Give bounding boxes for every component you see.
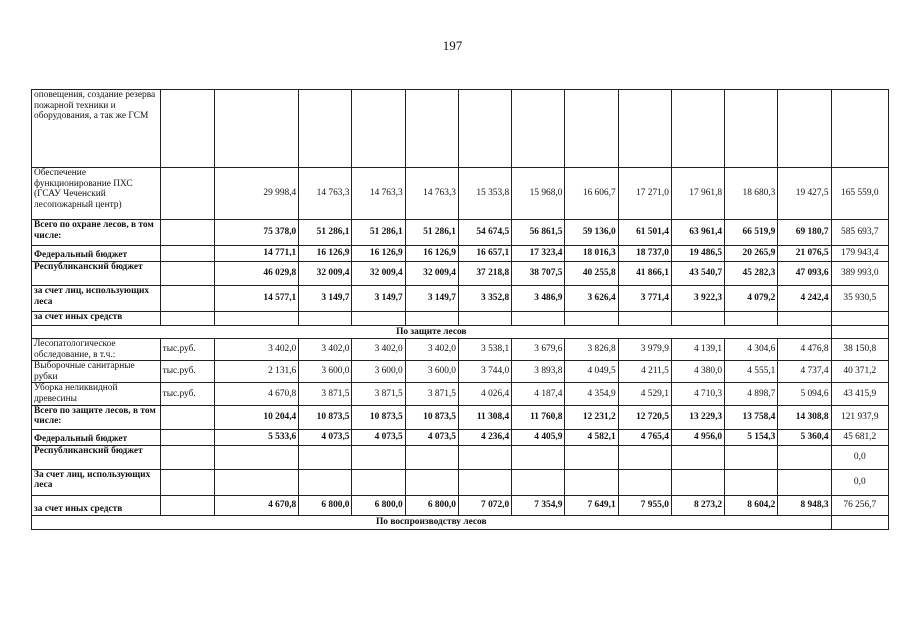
value-cell: 66 519,9: [725, 220, 778, 246]
value-cell: 3 538,1: [458, 339, 511, 361]
value-cell: 32 009,4: [405, 262, 458, 286]
total-cell: 389 993,0: [831, 262, 888, 286]
unit-cell: [160, 495, 214, 515]
value-cell: 14 763,3: [405, 168, 458, 220]
row-label: за счет иных средств: [32, 495, 161, 515]
total-cell: 121 937,9: [831, 405, 888, 429]
total-cell: 585 693,7: [831, 220, 888, 246]
row-label: Всего по охране лесов, в том числе:: [32, 220, 161, 246]
unit-cell: [160, 220, 214, 246]
total-cell: 165 559,0: [831, 168, 888, 220]
value-cell: [778, 312, 831, 326]
value-cell: 41 866,1: [618, 262, 671, 286]
unit-cell: [160, 262, 214, 286]
row-label: Всего по защите лесов, в том числе:: [32, 405, 161, 429]
value-cell: [299, 445, 352, 469]
value-cell: 4 405,9: [512, 429, 565, 445]
value-cell: 8 604,2: [725, 495, 778, 515]
section-header-row: [32, 515, 889, 529]
value-cell: 14 763,3: [299, 168, 352, 220]
value-cell: [352, 469, 405, 495]
value-cell: [618, 90, 671, 168]
value-cell: 14 763,3: [352, 168, 405, 220]
value-cell: 4 049,5: [565, 361, 618, 383]
value-cell: [725, 445, 778, 469]
value-cell: 7 955,0: [618, 495, 671, 515]
budget-table: [31, 89, 889, 530]
value-cell: [671, 312, 724, 326]
value-cell: 10 873,5: [352, 405, 405, 429]
value-cell: 4 073,5: [405, 429, 458, 445]
value-cell: 5 094,6: [778, 383, 831, 405]
value-cell: 15 968,0: [512, 168, 565, 220]
value-cell: 16 126,9: [299, 246, 352, 262]
value-cell: 12 720,5: [618, 405, 671, 429]
row-label: Уборка неликвидной древесины: [32, 383, 161, 405]
value-cell: 3 871,5: [352, 383, 405, 405]
value-cell: 4 187,4: [512, 383, 565, 405]
value-cell: [405, 90, 458, 168]
value-cell: 5 360,4: [778, 429, 831, 445]
value-cell: 69 180,7: [778, 220, 831, 246]
value-cell: 14 308,8: [778, 405, 831, 429]
table-row: [32, 168, 889, 220]
value-cell: 16 126,9: [352, 246, 405, 262]
value-cell: 12 231,2: [565, 405, 618, 429]
value-cell: 37 218,8: [458, 262, 511, 286]
value-cell: 4 073,5: [352, 429, 405, 445]
unit-cell: тыс.руб.: [160, 339, 214, 361]
value-cell: 17 323,4: [512, 246, 565, 262]
value-cell: 4 139,1: [671, 339, 724, 361]
table-row: [32, 429, 889, 445]
value-cell: 17 961,8: [671, 168, 724, 220]
unit-cell: [160, 168, 214, 220]
table-row: [32, 246, 889, 262]
total-cell: [831, 312, 888, 326]
value-cell: [214, 312, 298, 326]
value-cell: 3 149,7: [299, 286, 352, 312]
value-cell: 59 136,0: [565, 220, 618, 246]
value-cell: 4 073,5: [299, 429, 352, 445]
value-cell: [671, 90, 724, 168]
value-cell: 3 600,0: [299, 361, 352, 383]
section-total-cell: [831, 326, 888, 339]
value-cell: [778, 469, 831, 495]
row-label: Выборочные санитарные рубки: [32, 361, 161, 383]
value-cell: 11 308,4: [458, 405, 511, 429]
value-cell: 11 760,8: [512, 405, 565, 429]
value-cell: 3 744,0: [458, 361, 511, 383]
value-cell: [778, 445, 831, 469]
value-cell: 6 800,0: [405, 495, 458, 515]
value-cell: 51 286,1: [352, 220, 405, 246]
value-cell: 3 679,6: [512, 339, 565, 361]
value-cell: 45 282,3: [725, 262, 778, 286]
value-cell: 17 271,0: [618, 168, 671, 220]
row-label: Федеральный бюджет: [32, 246, 161, 262]
table-row: [32, 262, 889, 286]
row-label: Федеральный бюджет: [32, 429, 161, 445]
value-cell: 4 670,8: [214, 383, 298, 405]
value-cell: 16 606,7: [565, 168, 618, 220]
unit-cell: [160, 405, 214, 429]
value-cell: 18 016,3: [565, 246, 618, 262]
value-cell: 4 898,7: [725, 383, 778, 405]
value-cell: [618, 445, 671, 469]
value-cell: [214, 90, 298, 168]
total-cell: 35 930,5: [831, 286, 888, 312]
value-cell: 16 126,9: [405, 246, 458, 262]
value-cell: 4 242,4: [778, 286, 831, 312]
value-cell: [565, 90, 618, 168]
row-label: за счет лиц, использующих леса: [32, 286, 161, 312]
value-cell: [512, 445, 565, 469]
value-cell: 63 961,4: [671, 220, 724, 246]
value-cell: [214, 469, 298, 495]
value-cell: 13 229,3: [671, 405, 724, 429]
total-cell: 0,0: [831, 445, 888, 469]
table-row: [32, 405, 889, 429]
total-cell: 0,0: [831, 469, 888, 495]
value-cell: 47 093,6: [778, 262, 831, 286]
value-cell: [778, 90, 831, 168]
value-cell: [512, 469, 565, 495]
value-cell: [458, 469, 511, 495]
value-cell: 3 149,7: [405, 286, 458, 312]
value-cell: 4 304,6: [725, 339, 778, 361]
value-cell: [299, 90, 352, 168]
value-cell: 3 402,0: [352, 339, 405, 361]
value-cell: 4 079,2: [725, 286, 778, 312]
total-cell: 43 415,9: [831, 383, 888, 405]
value-cell: 6 800,0: [352, 495, 405, 515]
value-cell: 51 286,1: [299, 220, 352, 246]
value-cell: [618, 469, 671, 495]
table-row: [32, 339, 889, 361]
value-cell: [725, 90, 778, 168]
value-cell: 3 402,0: [214, 339, 298, 361]
value-cell: 4 236,4: [458, 429, 511, 445]
total-cell: 76 256,7: [831, 495, 888, 515]
value-cell: 4 670,8: [214, 495, 298, 515]
value-cell: 3 486,9: [512, 286, 565, 312]
table-row: [32, 445, 889, 469]
value-cell: 29 998,4: [214, 168, 298, 220]
value-cell: 15 353,8: [458, 168, 511, 220]
value-cell: 3 600,0: [405, 361, 458, 383]
value-cell: [565, 469, 618, 495]
value-cell: 75 378,0: [214, 220, 298, 246]
value-cell: 2 131,6: [214, 361, 298, 383]
unit-cell: [160, 469, 214, 495]
value-cell: [458, 312, 511, 326]
value-cell: 3 626,4: [565, 286, 618, 312]
total-cell: 45 681,2: [831, 429, 888, 445]
value-cell: 10 873,5: [299, 405, 352, 429]
value-cell: [671, 469, 724, 495]
value-cell: 54 674,5: [458, 220, 511, 246]
total-cell: 40 371,2: [831, 361, 888, 383]
unit-cell: [160, 429, 214, 445]
value-cell: 8 273,2: [671, 495, 724, 515]
value-cell: [299, 312, 352, 326]
value-cell: 4 380,0: [671, 361, 724, 383]
value-cell: 10 204,4: [214, 405, 298, 429]
unit-cell: тыс.руб.: [160, 361, 214, 383]
value-cell: [352, 445, 405, 469]
value-cell: 8 948,3: [778, 495, 831, 515]
table-row: [32, 383, 889, 405]
value-cell: 7 072,0: [458, 495, 511, 515]
value-cell: 56 861,5: [512, 220, 565, 246]
value-cell: [352, 90, 405, 168]
value-cell: 3 771,4: [618, 286, 671, 312]
value-cell: [725, 469, 778, 495]
total-cell: 179 943,4: [831, 246, 888, 262]
value-cell: [618, 312, 671, 326]
total-cell: 38 150,8: [831, 339, 888, 361]
value-cell: 3 979,9: [618, 339, 671, 361]
value-cell: 32 009,4: [299, 262, 352, 286]
value-cell: 4 737,4: [778, 361, 831, 383]
value-cell: 7 354,9: [512, 495, 565, 515]
value-cell: 18 680,3: [725, 168, 778, 220]
row-label: Республиканский бюджет: [32, 262, 161, 286]
value-cell: 19 427,5: [778, 168, 831, 220]
section-header-row: [32, 326, 889, 339]
value-cell: 46 029,8: [214, 262, 298, 286]
table-row: [32, 361, 889, 383]
section-title: По защите лесов: [32, 326, 832, 339]
value-cell: 3 826,8: [565, 339, 618, 361]
value-cell: [565, 312, 618, 326]
row-label: Лесопатологическое обследование, в т.ч.:: [32, 339, 161, 361]
value-cell: [671, 445, 724, 469]
unit-cell: [160, 90, 214, 168]
value-cell: 6 800,0: [299, 495, 352, 515]
row-label: За счет лиц, использующих леса: [32, 469, 161, 495]
value-cell: 21 076,5: [778, 246, 831, 262]
value-cell: 4 765,4: [618, 429, 671, 445]
table-row: [32, 286, 889, 312]
value-cell: 3 352,8: [458, 286, 511, 312]
value-cell: 51 286,1: [405, 220, 458, 246]
value-cell: [512, 312, 565, 326]
value-cell: 10 873,5: [405, 405, 458, 429]
value-cell: [405, 445, 458, 469]
value-cell: [512, 90, 565, 168]
value-cell: [458, 445, 511, 469]
value-cell: 5 154,3: [725, 429, 778, 445]
value-cell: 3 149,7: [352, 286, 405, 312]
row-label: за счет иных средств: [32, 312, 161, 326]
value-cell: [214, 445, 298, 469]
table-row: [32, 495, 889, 515]
value-cell: 4 476,8: [778, 339, 831, 361]
value-cell: 13 758,4: [725, 405, 778, 429]
value-cell: 3 871,5: [299, 383, 352, 405]
unit-cell: [160, 445, 214, 469]
value-cell: 40 255,8: [565, 262, 618, 286]
value-cell: 7 649,1: [565, 495, 618, 515]
value-cell: 14 577,1: [214, 286, 298, 312]
table-row: [32, 90, 889, 168]
page-number: 197: [442, 38, 463, 53]
row-label: оповещения, создание резерва пожарной техники и оборудования, а так же ГСМ: [32, 90, 161, 168]
value-cell: 4 555,1: [725, 361, 778, 383]
table-row: [32, 312, 889, 326]
value-cell: 61 501,4: [618, 220, 671, 246]
unit-cell: [160, 312, 214, 326]
value-cell: 19 486,5: [671, 246, 724, 262]
table-row: [32, 469, 889, 495]
total-cell: [831, 90, 888, 168]
value-cell: [352, 312, 405, 326]
value-cell: 5 533,6: [214, 429, 298, 445]
value-cell: 3 922,3: [671, 286, 724, 312]
value-cell: 4 956,0: [671, 429, 724, 445]
value-cell: [299, 469, 352, 495]
value-cell: 20 265,9: [725, 246, 778, 262]
value-cell: 4 026,4: [458, 383, 511, 405]
value-cell: 43 540,7: [671, 262, 724, 286]
section-title: По воспроизводству лесов: [32, 515, 832, 529]
value-cell: [725, 312, 778, 326]
value-cell: 4 354,9: [565, 383, 618, 405]
value-cell: 4 529,1: [618, 383, 671, 405]
value-cell: 14 771,1: [214, 246, 298, 262]
unit-cell: [160, 286, 214, 312]
value-cell: 3 402,0: [405, 339, 458, 361]
value-cell: [565, 445, 618, 469]
value-cell: 18 737,0: [618, 246, 671, 262]
value-cell: 38 707,5: [512, 262, 565, 286]
value-cell: 4 211,5: [618, 361, 671, 383]
value-cell: [458, 90, 511, 168]
value-cell: 3 600,0: [352, 361, 405, 383]
value-cell: 32 009,4: [352, 262, 405, 286]
value-cell: [405, 312, 458, 326]
value-cell: 3 402,0: [299, 339, 352, 361]
value-cell: 3 893,8: [512, 361, 565, 383]
row-label: Республиканский бюджет: [32, 445, 161, 469]
unit-cell: [160, 246, 214, 262]
section-total-cell: [831, 515, 888, 529]
value-cell: 3 871,5: [405, 383, 458, 405]
value-cell: 16 657,1: [458, 246, 511, 262]
unit-cell: тыс.руб.: [160, 383, 214, 405]
row-label: Обеспечение функционирование ПХС (ГСАУ Чеченский лесопожарный центр): [32, 168, 161, 220]
value-cell: 4 582,1: [565, 429, 618, 445]
table-row: [32, 220, 889, 246]
value-cell: [405, 469, 458, 495]
value-cell: 4 710,3: [671, 383, 724, 405]
